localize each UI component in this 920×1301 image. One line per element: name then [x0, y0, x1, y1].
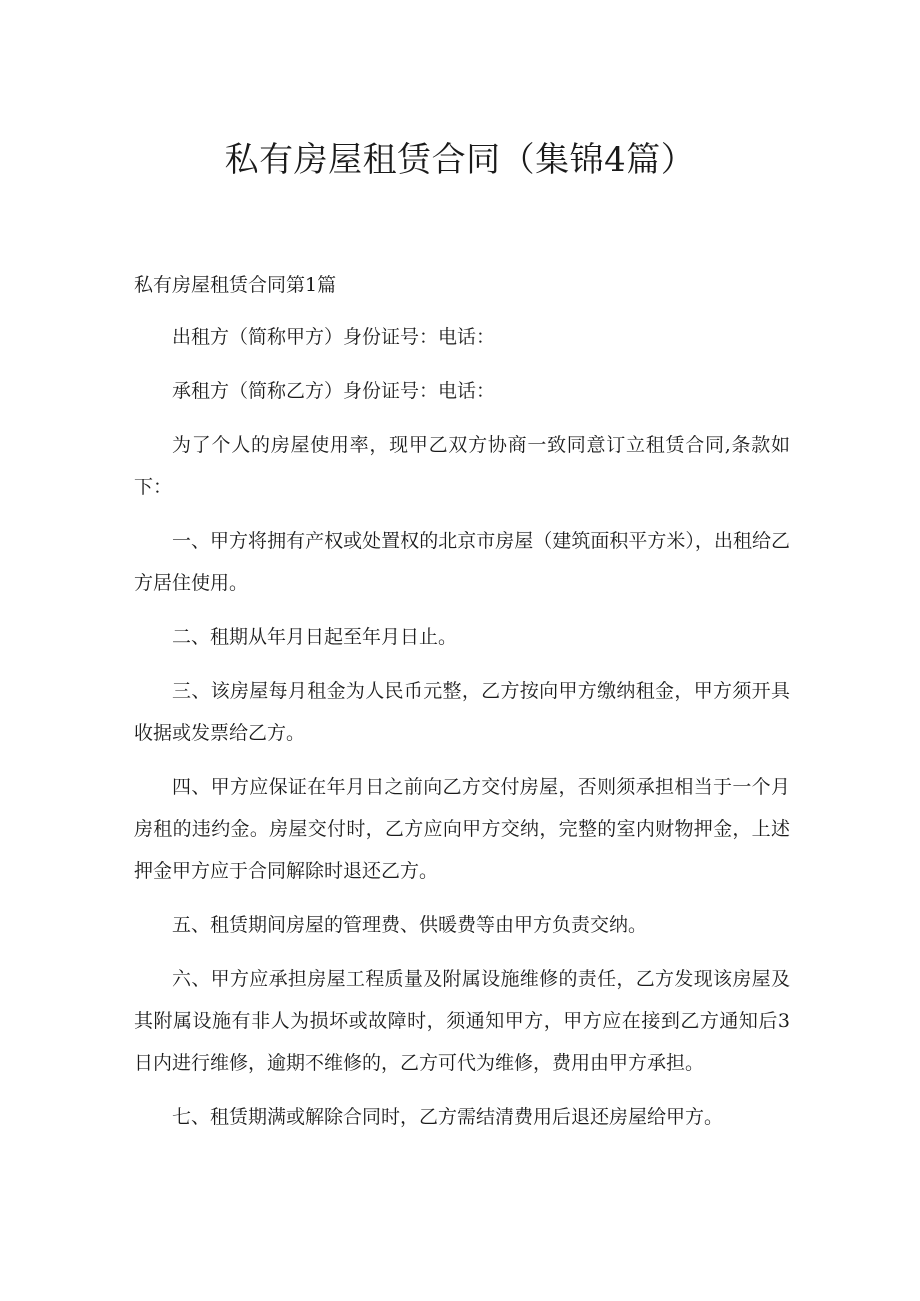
section-heading: 私有房屋租赁合同第1篇 — [134, 274, 337, 296]
document-title: 私有房屋租赁合同（集锦4篇） — [224, 140, 696, 180]
paragraph-clause-3: 三、该房屋每月租金为人民币元整，乙方按向甲方缴纳租金，甲方须开具收据或发票给乙方。 — [134, 680, 790, 744]
paragraph-clause-2: 二、租期从年月日起至年月日止。 — [172, 626, 458, 648]
paragraph-preamble: 为了个人的房屋使用率，现甲乙双方协商一致同意订立租赁合同,条款如下： — [134, 434, 790, 498]
paragraph-clause-4: 四、甲方应保证在年月日之前向乙方交付房屋，否则须承担相当于一个月房租的违约金。房屋交付时，乙方应向甲方交纳，完整的室内财物押金，上述押金甲方应于合同解除时退还乙方。 — [134, 776, 790, 882]
paragraph-clause-1: 一、甲方将拥有产权或处置权的北京市房屋（建筑面积平方米），出租给乙方居住使用。 — [134, 530, 790, 594]
paragraph-clause-7: 七、租赁期满或解除合同时，乙方需结清费用后退还房屋给甲方。 — [172, 1106, 724, 1128]
paragraph-lessee: 承租方（简称乙方）身份证号：电话： — [172, 380, 496, 402]
paragraph-clause-5: 五、租赁期间房屋的管理费、供暖费等由甲方负责交纳。 — [172, 914, 648, 936]
paragraph-lessor: 出租方（简称甲方）身份证号：电话： — [172, 326, 496, 348]
document-body — [134, 316, 790, 1150]
paragraph-clause-6: 六、甲方应承担房屋工程质量及附属设施维修的责任，乙方发现该房屋及其附属设施有非人为损坏或故障时，须通知甲方，甲方应在接到乙方通知后3日内进行维修，逾期不维修的，乙方可代为维修，费用由甲方承担。 — [134, 968, 790, 1074]
